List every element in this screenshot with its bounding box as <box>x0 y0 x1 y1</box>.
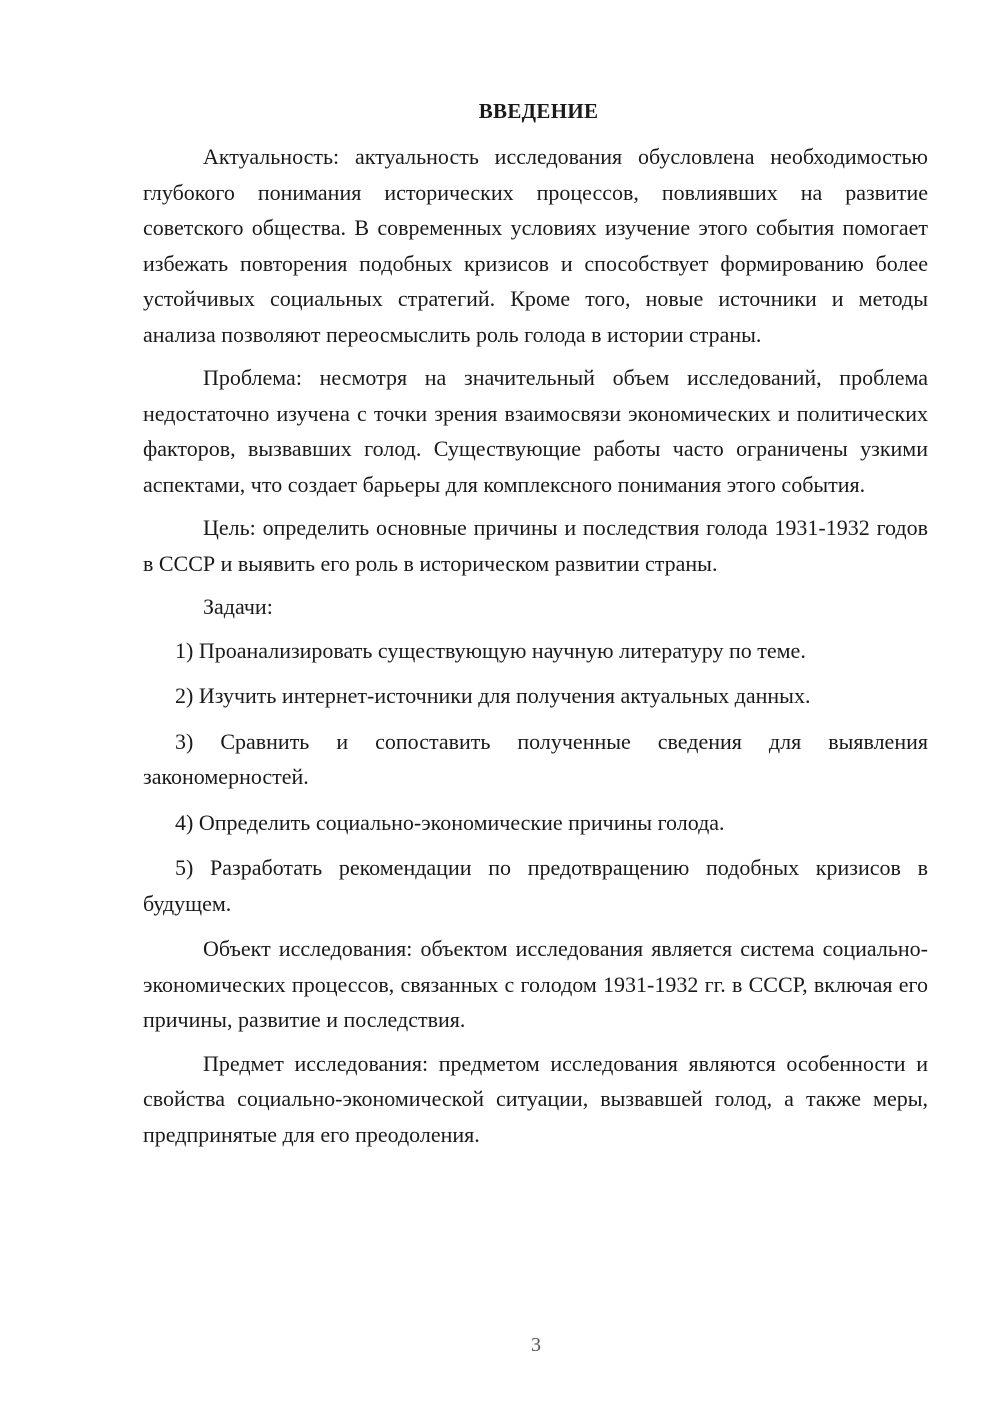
task-item: 4) Определить социально-экономические причины голода. <box>175 809 725 835</box>
page-number: 3 <box>531 1334 541 1356</box>
page-title: ВВЕДЕНИЕ <box>478 99 599 123</box>
paragraph-relevance: Актуальность: актуальность исследования обусловлена необходимостью глубокого понимания исторических процессов, повлиявших на развитие советского общества. В современных условиях изучение этого события помогает избежать повторения подобных кризисов и способствует формированию более устойчивых социальных стратегий. Кроме того, новые источники и методы анализа позволяют переосмыслить роль голода в истории страны. <box>143 144 928 347</box>
paragraph-object: Объект исследования: объектом исследования является система социально-экономических процессов, связанных с голодом 1931-1932 гг. в СССР, включая его причины, развитие и последствия. <box>143 936 928 1032</box>
task-item: 3) Сравнить и сопоставить полученные сведения для выявления закономерностей. <box>143 728 928 789</box>
paragraph-subject: Предмет исследования: предметом исследования являются особенности и свойства социально-экономической ситуации, вызвавшей голод, а также меры, предпринятые для его преодоления. <box>143 1050 928 1147</box>
task-item: 5) Разработать рекомендации по предотвращению подобных кризисов в будущем. <box>143 855 928 916</box>
task-item: 1) Проанализировать существующую научную литературу по теме. <box>175 637 806 663</box>
paragraph-goal: Цель: определить основные причины и последствия голода 1931-1932 годов в СССР и выявить его роль в историческом развитии страны. <box>143 515 928 576</box>
paragraph-problem: Проблема: несмотря на значительный объем исследований, проблема недостаточно изучена с точки зрения взаимосвязи экономических и политических факторов, вызвавших голод. Существующие работы часто ограничены узкими аспектами, что создает барьеры для комплексного понимания этого события. <box>143 365 928 497</box>
tasks-heading: Задачи: <box>203 594 273 619</box>
task-item: 2) Изучить интернет-источники для получения актуальных данных. <box>175 683 811 708</box>
document-page <box>143 94 928 1160</box>
